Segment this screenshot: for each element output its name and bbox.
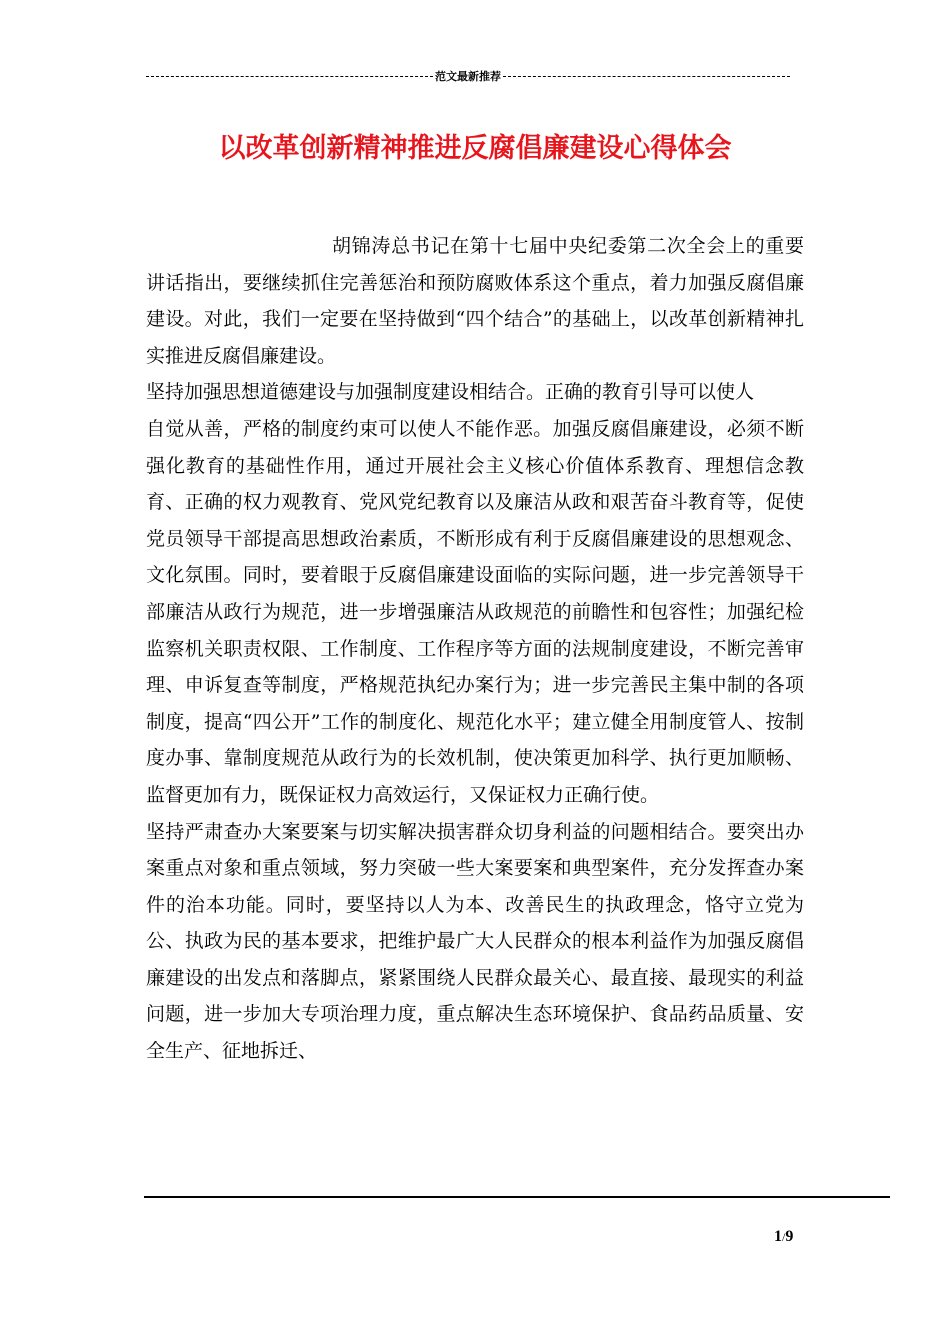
document-title: 以改革创新精神推进反腐倡廉建设心得体会: [218, 133, 732, 164]
footer-rule: [144, 1196, 890, 1198]
paragraph-heading-1: 坚持加强思想道德建设与加强制度建设相结合。正确的教育引导可以使人: [146, 381, 755, 404]
paragraph-body-2: 坚持严肃查办大案要案与切实解决损害群众切身利益的问题相结合。要突出办案重点对象和重点领域，努力突破一些大案要案和典型案件，充分发挥查办案件的治本功能。同时，要坚持以人为本、改善民生的执政理念，恪守立党为公、执政为民的基本要求，把维护最广大人民群众的根本利益作为加强反腐倡廉建设的出发点和落脚点，紧紧围绕人民群众最关心、最直接、最现实的利益问题，进一步加大专项治理力度，重点解决生态环境保护、食品药品质量、安全生产、征地拆迁、: [146, 820, 804, 1063]
header-dash-left: [146, 76, 433, 77]
page-separator: /: [782, 1230, 786, 1244]
page-current: 1: [774, 1228, 782, 1245]
page-number: [774, 1228, 793, 1246]
paragraph-body-1: 自觉从善，严格的制度约束可以使人不能作恶。加强反腐倡廉建设，必须不断强化教育的基础性作用，通过开展社会主义核心价值体系教育、理想信念教育、正确的权力观教育、党风党纪教育以及廉洁从政和艰苦奋斗教育等，促使党员领导干部提高思想政治素质，不断形成有利于反腐倡廉建设的思想观念、文化氛围。同时，要着眼于反腐倡廉建设面临的实际问题，进一步完善领导干部廉洁从政行为规范，进一步增强廉洁从政规范的前瞻性和包容性；加强纪检监察机关职责权限、工作制度、工作程序等方面的法规制度建设，不断完善审理、申诉复查等制度，严格规范执纪办案行为；进一步完善民主集中制的各项制度，提高“四公开”工作的制度化、规范化水平；建立健全用制度管人、按制度办事、靠制度规范从政行为的长效机制，使决策更加科学、执行更加顺畅、监督更加有力，既保证权力高效运行，又保证权力正确行使。: [146, 417, 804, 806]
page-header: [146, 66, 790, 86]
header-dash-right: [503, 76, 790, 77]
document-body: [146, 228, 804, 1070]
header-label: 范文最新推荐: [435, 70, 501, 83]
page-total: 9: [785, 1228, 794, 1245]
paragraph-intro: 胡锦涛总书记在第十七届中央纪委第二次全会上的重要讲话指出，要继续抓住完善惩治和预防腐败体系这个重点，着力加强反腐倡廉建设。对此，我们一定要在坚持做到“四个结合”的基础上，以改革创新精神扎实推进反腐倡廉建设。: [146, 235, 804, 367]
